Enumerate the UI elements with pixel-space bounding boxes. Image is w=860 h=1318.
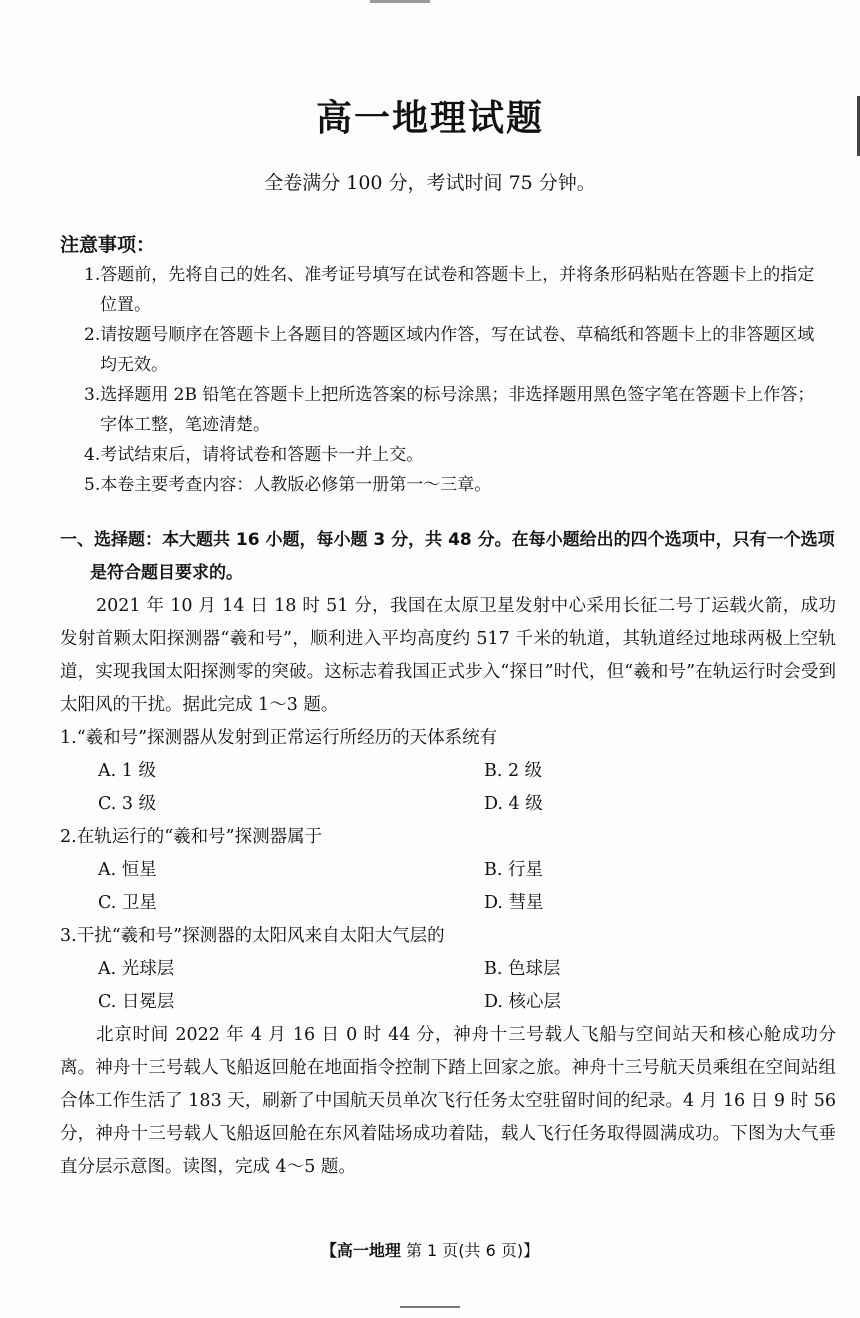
option-d: D. 核心层 xyxy=(484,992,562,1012)
options xyxy=(60,755,836,821)
notice-item: 5.本卷主要考查内容：人教版必修第一册第一～三章。 xyxy=(84,475,492,495)
option-b: B. 行星 xyxy=(484,860,543,880)
notice-heading: 注意事项： xyxy=(60,234,156,256)
notice-list xyxy=(60,260,830,500)
scan-mark-top xyxy=(370,0,430,3)
notice-item: 1.答题前，先将自己的姓名、准考证号填写在试卷和答题卡上，并将条形码粘贴在答题卡上的指定位置。 xyxy=(84,265,815,315)
passage-1: 2021 年 10 月 14 日 18 时 51 分，我国在太原卫星发射中心采用长征二号丁运载火箭，成功发射首颗太阳探测器“羲和号”，顺利进入平均高度约 517 千米的轨道，其轨道经过地球两极上空轨道，实现我国太阳探测零的突破。这标志着我国正式步入“探日”时代，但“羲和号”在轨运行时会受到太阳风的干扰。据此完成 1～3 题。 xyxy=(60,596,836,715)
options xyxy=(60,854,836,920)
question-stem: 1.“羲和号”探测器从发射到正常运行所经历的天体系统有 xyxy=(60,728,498,748)
passage-2: 北京时间 2022 年 4 月 16 日 0 时 44 分，神舟十三号载人飞船与空间站天和核心舱成功分离。神舟十三号载人飞船返回舱在地面指令控制下踏上回家之旅。神舟十三号航天员乘组在空间站组合体工作生活了 183 天，刷新了中国航天员单次飞行任务太空驻留时间的纪录。4 月 16 日 9 时 56 分，神舟十三号载人飞船返回舱在东风着陆场成功着陆，载人飞行任务取得圆满成功。下图为大气垂直分层示意图。读图，完成 4～5 题。 xyxy=(60,1025,836,1177)
question-1 xyxy=(60,722,836,821)
section-choice xyxy=(60,524,836,1184)
option-b: B. 色球层 xyxy=(484,959,561,979)
footer-page: 第 1 页(共 6 页)】 xyxy=(405,1241,540,1260)
question-stem: 2.在轨运行的“羲和号”探测器属于 xyxy=(60,827,323,847)
option-c: C. 3 级 xyxy=(98,794,157,814)
options xyxy=(60,953,836,1019)
option-c: C. 卫星 xyxy=(98,893,157,913)
page-title: 高一地理试题 xyxy=(315,97,544,139)
footer-subject: 【高一地理 xyxy=(320,1241,401,1260)
notice-item: 2.请按题号顺序在答题卡上各题目的答题区域内作答，写在试卷、草稿纸和答题卡上的非答题区域均无效。 xyxy=(84,325,815,375)
section-heading: 一、选择题：本大题共 16 小题，每小题 3 分，共 48 分。在每小题给出的四个选项中，只有一个选项是符合题目要求的。 xyxy=(60,530,835,583)
option-b: B. 2 级 xyxy=(484,761,543,781)
question-2 xyxy=(60,821,836,920)
page-footer xyxy=(0,1238,860,1261)
question-3 xyxy=(60,920,836,1019)
question-stem: 3.干扰“羲和号”探测器的太阳风来自太阳大气层的 xyxy=(60,926,445,946)
option-c: C. 日冕层 xyxy=(98,992,175,1012)
option-a: A. 光球层 xyxy=(98,959,175,979)
option-d: D. 彗星 xyxy=(484,893,544,913)
exam-info: 全卷满分 100 分，考试时间 75 分钟。 xyxy=(264,172,596,194)
scan-mark-bottom xyxy=(400,1306,460,1308)
option-a: A. 恒星 xyxy=(98,860,157,880)
option-a: A. 1 级 xyxy=(98,761,156,781)
notice-item: 3.选择题用 2B 铅笔在答题卡上把所选答案的标号涂黑；非选择题用黑色签字笔在答题卡上作答；字体工整，笔迹清楚。 xyxy=(84,385,815,435)
option-d: D. 4 级 xyxy=(484,794,543,814)
notice-item: 4.考试结束后，请将试卷和答题卡一并上交。 xyxy=(84,445,424,465)
